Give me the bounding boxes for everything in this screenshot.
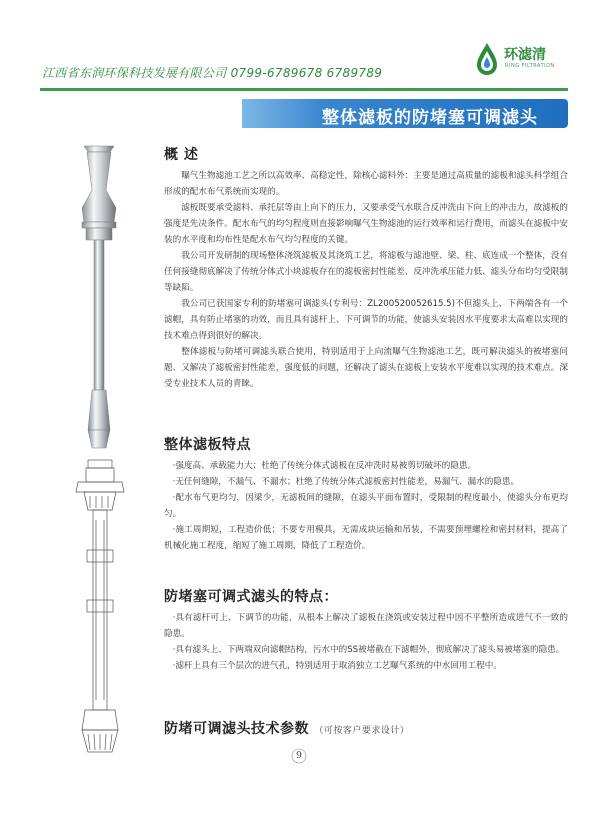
page-title: 整体滤板的防堵塞可调滤头 (322, 108, 538, 128)
product-illustrations (40, 130, 160, 760)
features-heading: 整体滤板特点 (164, 437, 251, 453)
logo-subtitle: RING FILTRATION (505, 63, 555, 69)
nozzle-section (164, 586, 568, 674)
overview-paragraph: 曝气生物滤池工艺之所以高效率、高稳定性，除核心滤料外：主要是通过高质量的滤板和滤头科学组合形成的配水布气系统而实现的。 (164, 171, 568, 197)
feature-item: ·施工周期短，工程造价低；不要专用模具，无需成块运输和吊装，不需要预埋螺栓和密封材料，提高了机械化施工程度，缩短了施工周期，降低了工程造价。 (164, 525, 568, 551)
overview-paragraph: 我公司已获国家专利的防堵塞可调滤头(专利号：ZL200520052615.5)不但滤头上、下两端各有一个滤帽，具有防止堵塞的功效，而且具有滤杆上、下可调节的功能，使滤头安装因水平度要求太高难以实现的技术难点得到很好的解决。 (164, 299, 568, 341)
water-drop-logo-icon (474, 42, 500, 78)
overview-heading: 概 述 (164, 147, 199, 163)
feature-item: ·强度高、承载能力大；杜绝了传统分体式滤板在反冲洗时易被剪切破坏的隐患。 (172, 461, 477, 471)
brand-logo (474, 42, 564, 82)
nozzle-heading: 防堵塞可调式滤头的特点： (164, 589, 338, 605)
nozzle-diagram (76, 460, 124, 752)
page-number-text: 9 (296, 751, 302, 761)
params-title: 防堵可调滤头技术参数 (164, 721, 309, 737)
overview-paragraph: 我公司开发研制的现场整体浇筑滤板及其浇筑工艺，将滤板与滤池壁、梁、柱、底连成一个整体，没有任何接缝彻底解决了传统分体式小块滤板存在的滤板密封性能差、反冲洗承压能力低、滤头分布均匀受限制等缺陷。 (164, 251, 568, 293)
features-section (164, 434, 568, 554)
overview-paragraph: 滤板既要承受滤料、承托层等由上向下的压力，又要承受气水联合反冲洗由下向上的冲击力，故滤板的强度是先决条件。配水布气的均匀程度则直接影响曝气生物滤池的运行效率和运行费用，而滤头在滤板中安装的水平度和均布性是配水布气均匀程度的关键。 (164, 203, 568, 245)
header-divider (40, 88, 568, 91)
nozzle-item: ·具有滤头上、下两端双向滤帽结构，污水中的SS被堵截在下滤帽外，彻底解决了滤头易被堵塞的隐患。 (172, 645, 565, 655)
overview-paragraph: 整体滤板与防堵可调滤头联合使用，特别适用于上向流曝气生物滤池工艺，既可解决滤头的被堵塞问题、又解决了滤板密封性能差，强度低的问题，还解决了滤头在滤板上安装水平度难以实现的技术难点。深受专业技术人员的青睐。 (164, 347, 568, 389)
logo-name: 环滤清 (504, 47, 546, 63)
params-heading (164, 718, 568, 738)
feature-item: ·配水布气更均匀，因梁少，无滤板间的缝隙，在滤头平面布置时，受限制的程度最小，使滤头分布更均匀。 (164, 493, 568, 519)
params-section (164, 718, 568, 738)
page-header (0, 0, 600, 92)
overview-section (164, 144, 568, 392)
nozzle-item: ·滤杆上具有三个层次的进气孔，特别适用于取消独立工艺曝气系统的中水回用工程中。 (172, 661, 502, 671)
feature-item: ·无任何缝隙，不漏气、不漏水；杜绝了传统分体式滤板密封性能差，易漏气、漏水的隐患。 (172, 477, 520, 487)
company-contact-line: 江西省东润环保科技发展有限公司 0799-6789678 6789789 (42, 66, 383, 80)
nozzle-item: ·具有滤杆可上、下调节的功能，从根本上解决了滤板在浇筑或安装过程中因不平整所造成进气不一致的隐患。 (164, 613, 568, 639)
params-note: （可按客户要求设计） (314, 726, 410, 736)
title-banner (242, 99, 568, 128)
page-number (289, 746, 309, 766)
nozzle-photo (82, 146, 116, 448)
